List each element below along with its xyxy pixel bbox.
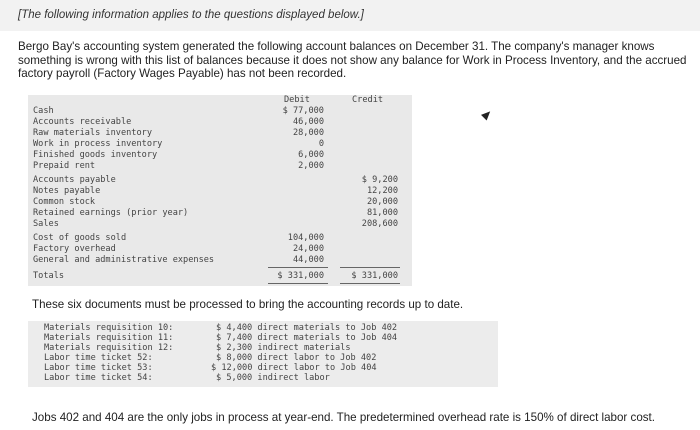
document-name: Materials requisition 12:: [44, 343, 174, 353]
mouse-pointer-icon: [481, 108, 493, 120]
credit-amount: 12,200: [366, 186, 398, 196]
credit-amount: [28, 106, 398, 117]
credit-amount: [28, 161, 398, 172]
credit-amount: [28, 233, 398, 244]
debit-amount: 46,000: [292, 117, 324, 127]
account-name: Factory overhead: [33, 244, 116, 254]
document-name: Materials requisition 11:: [44, 333, 174, 343]
credit-amount: $ 9,200: [361, 175, 398, 185]
credit-amount: [28, 139, 398, 150]
account-name: Common stock: [33, 197, 96, 207]
account-name: Retained earnings (prior year): [33, 208, 189, 218]
document-detail: $ 12,000 direct labor to Job 404: [211, 363, 377, 373]
debit-column-header: Debit: [284, 95, 310, 105]
account-name: General and administrative expenses: [33, 255, 215, 265]
account-name: Cost of goods sold: [33, 233, 127, 243]
instructions-banner: [0, 0, 700, 31]
debit-amount: 6,000: [298, 150, 324, 160]
debit-amount: 0: [318, 139, 324, 149]
document-detail: $ 4,400 direct materials to Job 402: [216, 323, 398, 333]
problem-intro: Bergo Bay's accounting system generated the following account balances on December 31. The company's manager knows something is wrong with this list of balances because it does not show any balance for Work in Process Inventory, and the accrued factory payroll (Factory Wages Payable) has not been recorded.: [18, 40, 687, 81]
document-detail: $ 8,000 direct labor to Job 402: [216, 353, 377, 363]
debit-amount: $ 77,000: [282, 106, 324, 116]
credit-amount: 81,000: [366, 208, 398, 218]
credit-amount: [28, 117, 398, 128]
account-name: Notes payable: [33, 186, 101, 196]
account-name: Prepaid rent: [33, 161, 96, 171]
instructions-note: [The following information applies to the questions displayed below.]: [18, 9, 364, 21]
account-name: Finished goods inventory: [33, 150, 158, 160]
debit-amount: 2,000: [298, 161, 324, 171]
document-detail: $ 7,400 direct materials to Job 404: [216, 333, 398, 343]
account-name: Raw materials inventory: [33, 128, 152, 138]
debit-amount: 104,000: [287, 233, 324, 243]
debit-amount: 24,000: [292, 244, 324, 254]
credit-amount: [28, 255, 398, 266]
document-name: Labor time ticket 54:: [44, 373, 153, 383]
document-name: Materials requisition 10:: [44, 323, 174, 333]
debit-double-rule: [268, 283, 328, 284]
account-name: Cash: [33, 106, 54, 116]
source-documents-list: [28, 321, 498, 387]
credit-amount: [28, 128, 398, 139]
credit-amount: [28, 150, 398, 161]
account-name: Accounts receivable: [33, 117, 132, 127]
credit-amount: 20,000: [366, 197, 398, 207]
totals-label: Totals: [33, 271, 65, 281]
credit-amount: [28, 244, 398, 255]
debit-amount: 44,000: [292, 255, 324, 265]
document-name: Labor time ticket 52:: [44, 353, 153, 363]
account-name: Sales: [33, 219, 59, 229]
account-name: Work in process inventory: [33, 139, 163, 149]
total-debit: $ 331,000: [277, 271, 324, 281]
credit-double-rule: [340, 283, 400, 284]
document-detail: $ 5,000 indirect labor: [216, 373, 330, 383]
account-balances-table: [28, 95, 412, 286]
debit-amount: 28,000: [292, 128, 324, 138]
credit-total-rule: [340, 267, 400, 268]
document-name: Labor time ticket 53:: [44, 363, 153, 373]
footer-note: Jobs 402 and 404 are the only jobs in process at year-end. The predetermined overhead rate is 150% of direct labor cost.: [32, 411, 655, 424]
total-credit: $ 331,000: [351, 271, 398, 281]
document-detail: $ 2,300 indirect materials: [216, 343, 351, 353]
account-name: Accounts payable: [33, 175, 116, 185]
credit-column-header: Credit: [352, 95, 384, 105]
documents-intro: These six documents must be processed to bring the accounting records up to date.: [32, 298, 464, 311]
debit-total-rule: [268, 267, 328, 268]
credit-amount: 208,600: [361, 219, 398, 229]
